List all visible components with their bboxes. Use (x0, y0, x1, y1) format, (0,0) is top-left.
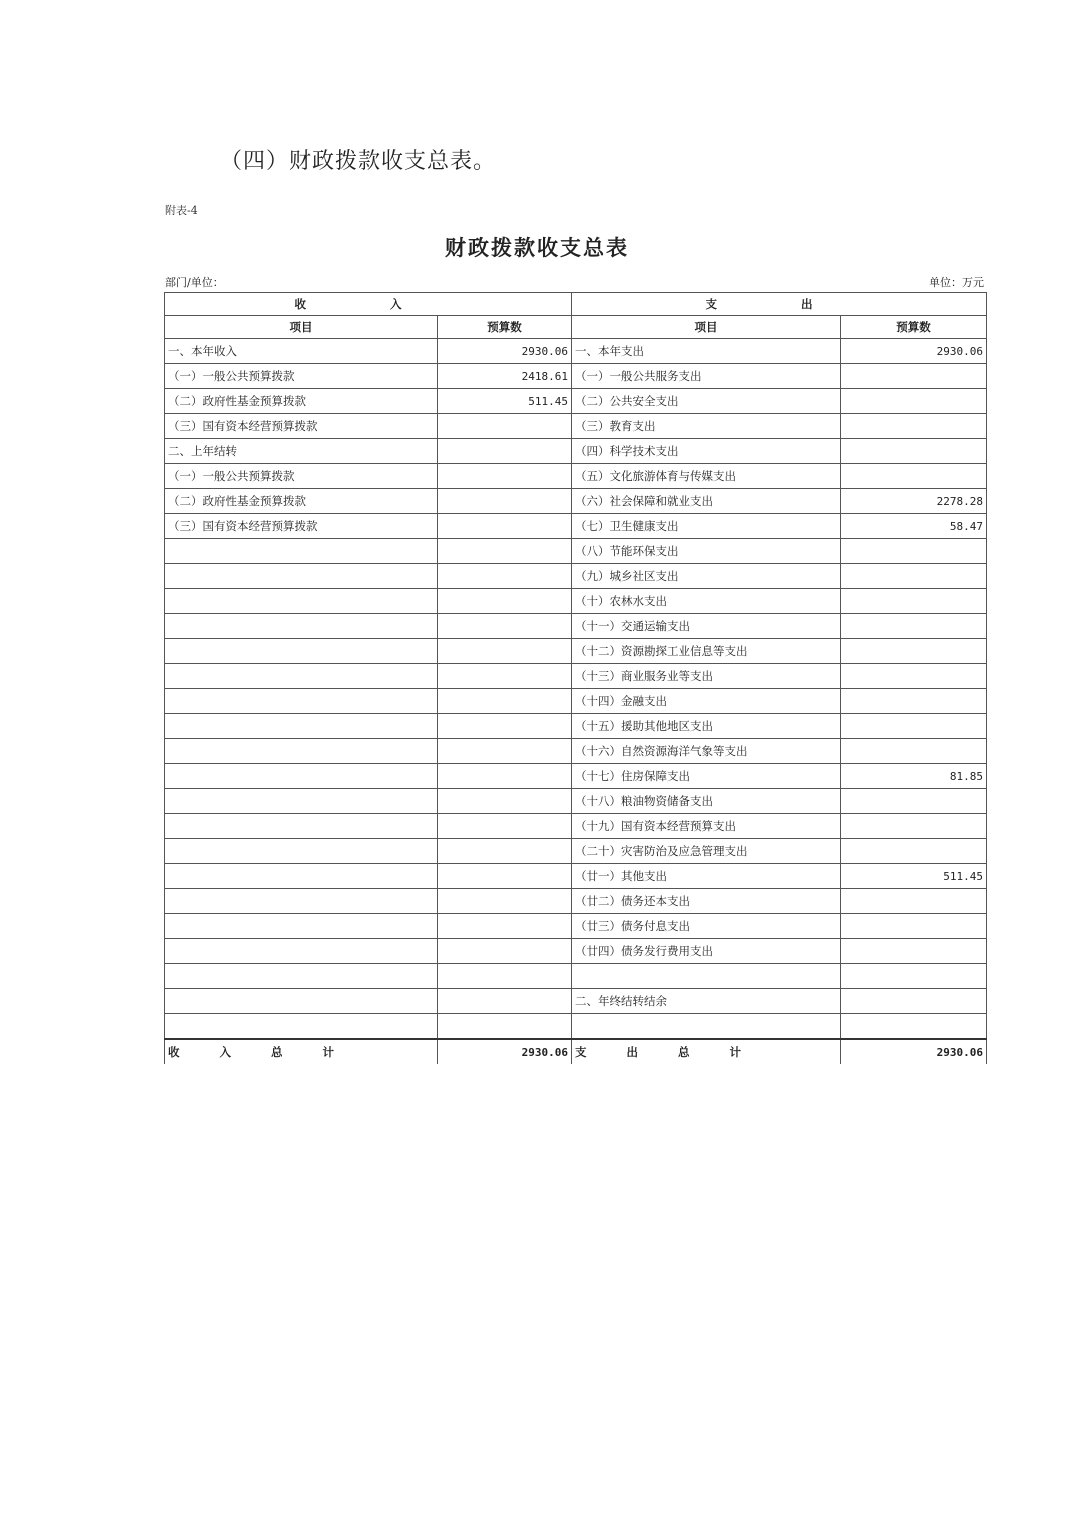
table-row (165, 414, 987, 439)
expense-item-cell: （一）一般公共服务支出 (572, 364, 841, 389)
table-row (165, 389, 987, 414)
expense-budget-cell: 511.45 (841, 864, 987, 889)
table-title: 财政拨款收支总表 (445, 235, 629, 260)
income-item-cell (165, 714, 438, 739)
income-item-cell (165, 864, 438, 889)
table-row (165, 589, 987, 614)
expense-total-label: 支 出 总 计 (572, 1039, 841, 1064)
income-budget-cell (438, 514, 572, 539)
attachment-label: 附表-4 (165, 204, 198, 217)
income-item-cell (165, 914, 438, 939)
income-item-cell: （二）政府性基金预算拨款 (165, 389, 438, 414)
expense-budget-cell (841, 589, 987, 614)
table-row (165, 989, 987, 1014)
income-budget-cell: 2418.61 (438, 364, 572, 389)
expense-budget-cell (841, 414, 987, 439)
expense-budget-col-header: 预算数 (841, 316, 987, 339)
table-row (165, 714, 987, 739)
income-item-cell (165, 1014, 438, 1040)
table-row (165, 639, 987, 664)
income-item-cell (165, 789, 438, 814)
expense-budget-cell (841, 464, 987, 489)
expense-item-cell: （五）文化旅游体育与传媒支出 (572, 464, 841, 489)
expense-budget-cell (841, 664, 987, 689)
expense-budget-cell (841, 839, 987, 864)
expense-item-col-header: 项目 (572, 316, 841, 339)
expense-total-value: 2930.06 (841, 1039, 987, 1064)
income-item-cell (165, 664, 438, 689)
income-budget-cell (438, 739, 572, 764)
expense-budget-cell (841, 789, 987, 814)
income-budget-cell: 511.45 (438, 389, 572, 414)
expense-item-cell (572, 964, 841, 989)
income-budget-cell (438, 889, 572, 914)
income-item-cell (165, 814, 438, 839)
income-item-cell: （一）一般公共预算拨款 (165, 364, 438, 389)
income-item-cell (165, 764, 438, 789)
expense-item-cell: （十九）国有资本经营预算支出 (572, 814, 841, 839)
expense-item-cell: （十）农林水支出 (572, 589, 841, 614)
income-item-cell (165, 614, 438, 639)
table-row (165, 739, 987, 764)
expense-budget-cell: 81.85 (841, 764, 987, 789)
unit-label: 单位：万元 (929, 276, 984, 289)
income-budget-cell (438, 939, 572, 964)
expense-budget-cell (841, 714, 987, 739)
income-item-cell: 二、上年结转 (165, 439, 438, 464)
expense-budget-cell (841, 364, 987, 389)
expense-item-cell: （十五）援助其他地区支出 (572, 714, 841, 739)
expense-item-cell: （四）科学技术支出 (572, 439, 841, 464)
total-row (165, 1039, 987, 1064)
income-budget-cell (438, 839, 572, 864)
table-row (165, 464, 987, 489)
income-budget-cell (438, 964, 572, 989)
income-budget-cell (438, 464, 572, 489)
income-budget-cell (438, 864, 572, 889)
expense-budget-cell (841, 389, 987, 414)
income-item-cell (165, 989, 438, 1014)
expense-budget-cell (841, 564, 987, 589)
income-item-cell (165, 839, 438, 864)
table-row (165, 914, 987, 939)
expense-item-cell (572, 1014, 841, 1040)
expense-budget-cell (841, 914, 987, 939)
table-row (165, 339, 987, 364)
expense-budget-cell: 58.47 (841, 514, 987, 539)
income-budget-cell (438, 914, 572, 939)
expense-budget-cell (841, 739, 987, 764)
income-item-cell (165, 939, 438, 964)
income-budget-cell (438, 814, 572, 839)
expense-budget-cell (841, 614, 987, 639)
income-budget-cell (438, 989, 572, 1014)
income-budget-cell (438, 414, 572, 439)
section-heading: （四）财政拨款收支总表。 (220, 149, 497, 174)
table-row (165, 889, 987, 914)
income-budget-cell (438, 689, 572, 714)
income-total-value: 2930.06 (438, 1039, 572, 1064)
expense-item-cell: （十三）商业服务业等支出 (572, 664, 841, 689)
income-budget-cell (438, 489, 572, 514)
expense-item-cell: （廿一）其他支出 (572, 864, 841, 889)
expense-item-cell: （六）社会保障和就业支出 (572, 489, 841, 514)
expense-item-cell: 二、年终结转结余 (572, 989, 841, 1014)
expense-budget-cell (841, 814, 987, 839)
table-row (165, 364, 987, 389)
expense-item-cell: （八）节能环保支出 (572, 539, 841, 564)
income-budget-col-header: 预算数 (438, 316, 572, 339)
income-item-cell (165, 564, 438, 589)
income-item-cell (165, 539, 438, 564)
expense-item-cell: （七）卫生健康支出 (572, 514, 841, 539)
income-item-cell: （三）国有资本经营预算拨款 (165, 414, 438, 439)
expense-budget-cell (841, 439, 987, 464)
income-item-cell (165, 589, 438, 614)
expense-budget-cell (841, 939, 987, 964)
expense-budget-cell (841, 989, 987, 1014)
income-item-cell (165, 889, 438, 914)
table-row (165, 439, 987, 464)
income-budget-cell (438, 764, 572, 789)
table-row (165, 664, 987, 689)
income-header: 收 入 (165, 293, 572, 316)
budget-summary-table (164, 292, 987, 1064)
expense-item-cell: （二十）灾害防治及应急管理支出 (572, 839, 841, 864)
expense-item-cell: （十四）金融支出 (572, 689, 841, 714)
income-item-cell (165, 689, 438, 714)
table-row (165, 789, 987, 814)
expense-item-cell: （十七）住房保障支出 (572, 764, 841, 789)
expense-budget-cell (841, 964, 987, 989)
income-item-cell: （二）政府性基金预算拨款 (165, 489, 438, 514)
table-row (165, 764, 987, 789)
expense-budget-cell (841, 1014, 987, 1040)
department-label: 部门/单位： (165, 276, 224, 289)
income-budget-cell (438, 439, 572, 464)
income-item-cell (165, 964, 438, 989)
income-item-cell: （三）国有资本经营预算拨款 (165, 514, 438, 539)
income-budget-cell (438, 664, 572, 689)
expense-budget-cell: 2278.28 (841, 489, 987, 514)
income-budget-cell (438, 539, 572, 564)
expense-budget-cell (841, 889, 987, 914)
expense-budget-cell (841, 539, 987, 564)
income-budget-cell (438, 789, 572, 814)
expense-item-cell: （三）教育支出 (572, 414, 841, 439)
expense-item-cell: （廿二）债务还本支出 (572, 889, 841, 914)
table-row (165, 514, 987, 539)
expense-budget-cell (841, 689, 987, 714)
table-row (165, 964, 987, 989)
income-budget-cell (438, 639, 572, 664)
income-item-cell: 一、本年收入 (165, 339, 438, 364)
expense-item-cell: （二）公共安全支出 (572, 389, 841, 414)
table-row (165, 489, 987, 514)
table-row (165, 1014, 987, 1040)
table-row (165, 689, 987, 714)
income-item-cell: （一）一般公共预算拨款 (165, 464, 438, 489)
table-row (165, 939, 987, 964)
income-budget-cell: 2930.06 (438, 339, 572, 364)
table-row (165, 539, 987, 564)
income-item-cell (165, 739, 438, 764)
income-budget-cell (438, 1014, 572, 1040)
table-row (165, 814, 987, 839)
expense-header: 支 出 (572, 293, 987, 316)
expense-item-cell: （十六）自然资源海洋气象等支出 (572, 739, 841, 764)
expense-item-cell: （九）城乡社区支出 (572, 564, 841, 589)
income-total-label: 收 入 总 计 (165, 1039, 438, 1064)
income-budget-cell (438, 564, 572, 589)
expense-budget-cell (841, 639, 987, 664)
expense-item-cell: （廿四）债务发行费用支出 (572, 939, 841, 964)
table-row (165, 864, 987, 889)
table-body (165, 339, 987, 1040)
expense-budget-cell: 2930.06 (841, 339, 987, 364)
income-budget-cell (438, 714, 572, 739)
expense-item-cell: 一、本年支出 (572, 339, 841, 364)
expense-item-cell: （十八）粮油物资储备支出 (572, 789, 841, 814)
income-budget-cell (438, 589, 572, 614)
table-row (165, 564, 987, 589)
table-row (165, 839, 987, 864)
income-budget-cell (438, 614, 572, 639)
expense-item-cell: （十二）资源勘探工业信息等支出 (572, 639, 841, 664)
income-item-col-header: 项目 (165, 316, 438, 339)
income-item-cell (165, 639, 438, 664)
expense-item-cell: （十一）交通运输支出 (572, 614, 841, 639)
table-row (165, 614, 987, 639)
expense-item-cell: （廿三）债务付息支出 (572, 914, 841, 939)
